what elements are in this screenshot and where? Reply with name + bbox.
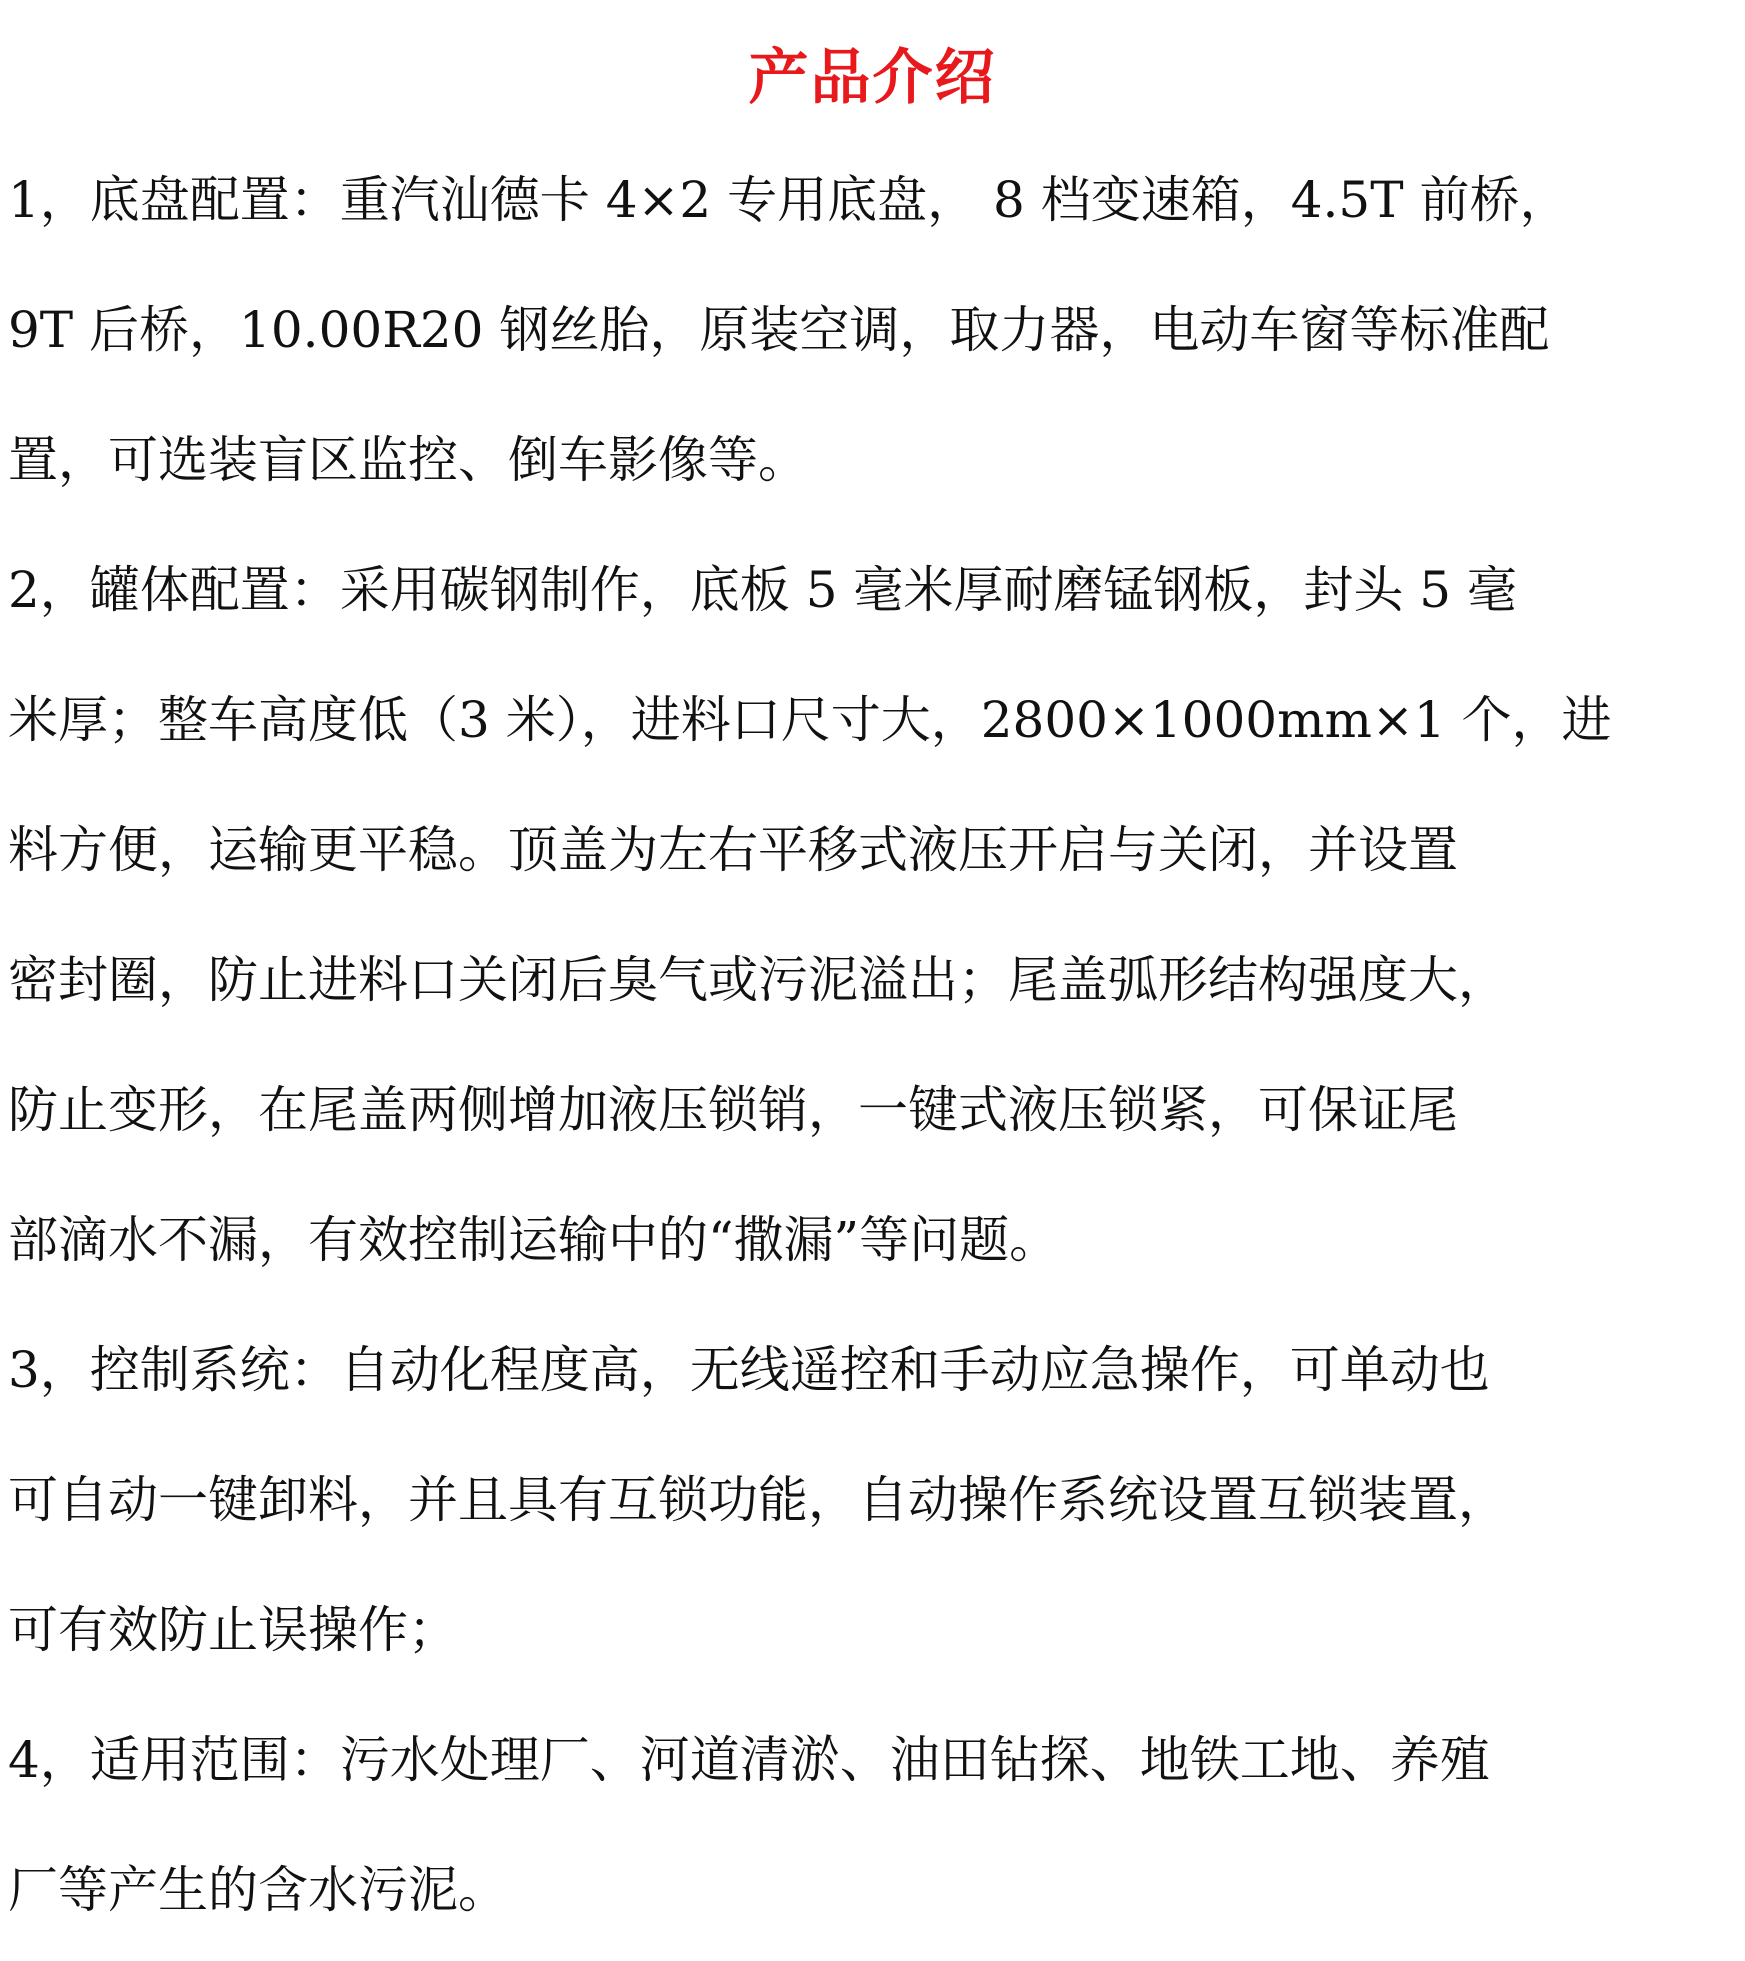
text-line-2: 9T 后桥，10.00R20 钢丝胎，原装空调，取力器，电动车窗等标准配 (8, 301, 1550, 359)
text-line-8: 防止变形，在尾盖两侧增加液压锁销，一键式液压锁紧，可保证尾 (8, 1081, 1458, 1139)
text-line-3: 置，可选装盲区监控、倒车影像等。 (8, 431, 808, 489)
text-line-1: 1，底盘配置：重汽汕德卡 4×2 专用底盘， 8 档变速箱，4.5T 前桥， (8, 171, 1570, 229)
text-line-11: 可自动一键卸料，并且具有互锁功能，自动操作系统设置互锁装置， (8, 1471, 1508, 1529)
text-line-5: 米厚；整车高度低（3 米），进料口尺寸大，2800×1000mm×1 个，进 (8, 691, 1612, 749)
text-line-4: 2，罐体配置：采用碳钢制作，底板 5 毫米厚耐磨锰钢板，封头 5 毫 (8, 561, 1518, 619)
text-line-7: 密封圈，防止进料口关闭后臭气或污泥溢出；尾盖弧形结构强度大， (8, 951, 1508, 1009)
text-line-13: 4，适用范围：污水处理厂、河道清淤、油田钻探、地铁工地、养殖 (8, 1731, 1490, 1789)
text-line-12: 可有效防止误操作； (8, 1601, 458, 1659)
page-title: 产品介绍 (748, 43, 997, 113)
text-line-14: 厂等产生的含水污泥。 (8, 1861, 508, 1919)
product-description (8, 170, 1745, 1961)
text-line-9: 部滴水不漏，有效控制运输中的“撒漏”等问题。 (8, 1211, 1060, 1269)
text-line-10: 3，控制系统：自动化程度高，无线遥控和手动应急操作，可单动也 (8, 1341, 1490, 1399)
text-line-6: 料方便，运输更平稳。顶盖为左右平移式液压开启与关闭，并设置 (8, 821, 1458, 879)
